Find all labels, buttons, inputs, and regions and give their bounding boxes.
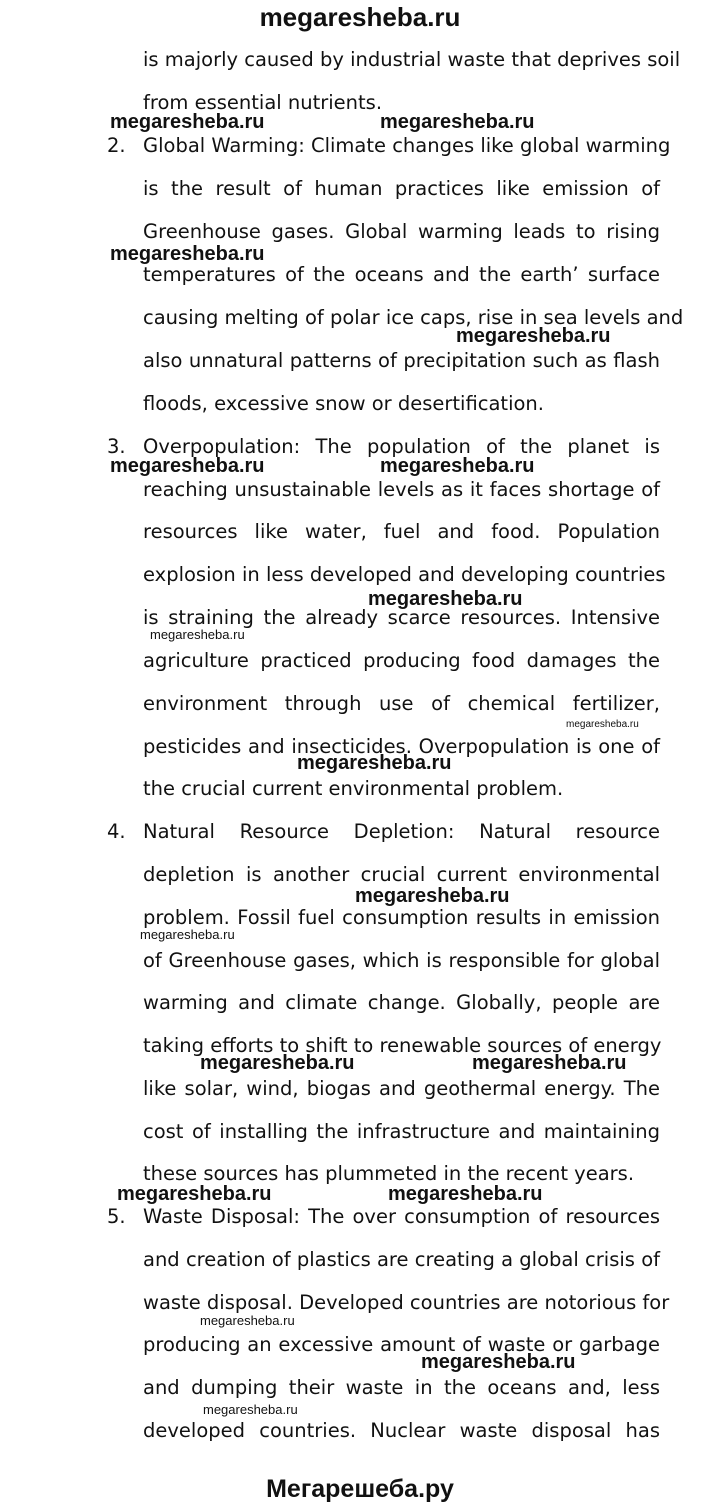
text-line: problem. Fossil fuel consumption results in emission — [143, 906, 660, 929]
watermark: megaresheba.ru — [200, 1052, 355, 1074]
text-line: Greenhouse gases. Global warming leads to rising — [143, 220, 660, 243]
watermark: megaresheba.ru — [380, 455, 535, 477]
watermark: megaresheba.ru — [117, 1183, 272, 1205]
text-line: and creation of plastics are creating a global crisis of — [143, 1248, 660, 1271]
text-line: Overpopulation: The population of the planet is — [143, 435, 660, 458]
text-line: cost of installing the infrastructure and maintaining — [143, 1120, 660, 1143]
text-line: environment through use of chemical fertilizer, — [143, 692, 660, 715]
text-line: taking efforts to shift to renewable sources of energy — [143, 1034, 662, 1057]
watermark: megaresheba.ru — [297, 752, 452, 774]
text-line: reaching unsustainable levels as it faces shortage of — [143, 478, 660, 501]
text-line: warming and climate change. Globally, people are — [143, 991, 660, 1014]
watermark: megaresheba.ru — [421, 1351, 576, 1373]
list-number: 3. — [107, 435, 126, 458]
text-line: pesticides and insecticides. Overpopulation is one of — [143, 735, 660, 758]
text-line: producing an excessive amount of waste or garbage — [143, 1333, 660, 1356]
watermark: megaresheba.ru — [110, 243, 265, 265]
watermark: megaresheba.ru — [110, 111, 265, 133]
text-line: developed countries. Nuclear waste disposal has — [143, 1419, 660, 1442]
text-line: and dumping their waste in the oceans and, less — [143, 1376, 660, 1399]
list-number: 4. — [107, 820, 126, 843]
list-number: 5. — [107, 1205, 126, 1228]
text-line: waste disposal. Developed countries are notorious for — [143, 1291, 670, 1314]
watermark: megaresheba.ru — [140, 927, 235, 942]
text-line: agriculture practiced producing food damages the — [143, 649, 660, 672]
page-footer-title: Мегарешеба.ру — [266, 1475, 454, 1503]
watermark: megaresheba.ru — [472, 1052, 627, 1074]
watermark: megaresheba.ru — [380, 111, 535, 133]
watermark: megaresheba.ru — [203, 1402, 298, 1417]
text-line: Natural Resource Depletion: Natural resource — [143, 820, 660, 843]
list-number: 2. — [107, 134, 126, 157]
text-line: causing melting of polar ice caps, rise in sea levels and — [143, 306, 684, 329]
watermark: megaresheba.ru — [200, 1313, 295, 1328]
watermark: megaresheba.ru — [456, 325, 611, 347]
text-line: Waste Disposal: The over consumption of resources — [143, 1205, 660, 1228]
text-line: the crucial current environmental problem. — [143, 777, 564, 800]
watermark: megaresheba.ru — [355, 885, 510, 907]
text-line: resources like water, fuel and food. Population — [143, 520, 660, 543]
watermark: megaresheba.ru — [566, 719, 639, 730]
text-line: temperatures of the oceans and the earth’ surface — [143, 263, 660, 286]
watermark: megaresheba.ru — [150, 627, 245, 642]
text-line: is the result of human practices like emission of — [143, 177, 660, 200]
text-line: also unnatural patterns of precipitation such as flash — [143, 349, 660, 372]
text-line: is straining the already scarce resources. Intensive — [143, 606, 660, 629]
text-line: of Greenhouse gases, which is responsible for global — [143, 949, 660, 972]
text-line: Global Warming: Climate changes like global warming — [143, 134, 671, 157]
text-line: floods, excessive snow or desertification. — [143, 392, 544, 415]
watermark: megaresheba.ru — [388, 1183, 543, 1205]
text-line: these sources has plummeted in the recent years. — [143, 1162, 635, 1185]
page-header-watermark: megaresheba.ru — [259, 2, 461, 32]
text-line: depletion is another crucial current environmental — [143, 863, 660, 886]
text-line: explosion in less developed and developing countries — [143, 563, 666, 586]
text-line: is majorly caused by industrial waste that deprives soil — [143, 48, 681, 71]
watermark: megaresheba.ru — [368, 588, 523, 610]
text-line: from essential nutrients. — [143, 91, 383, 114]
watermark: megaresheba.ru — [110, 455, 265, 477]
text-line: like solar, wind, biogas and geothermal energy. The — [143, 1077, 660, 1100]
